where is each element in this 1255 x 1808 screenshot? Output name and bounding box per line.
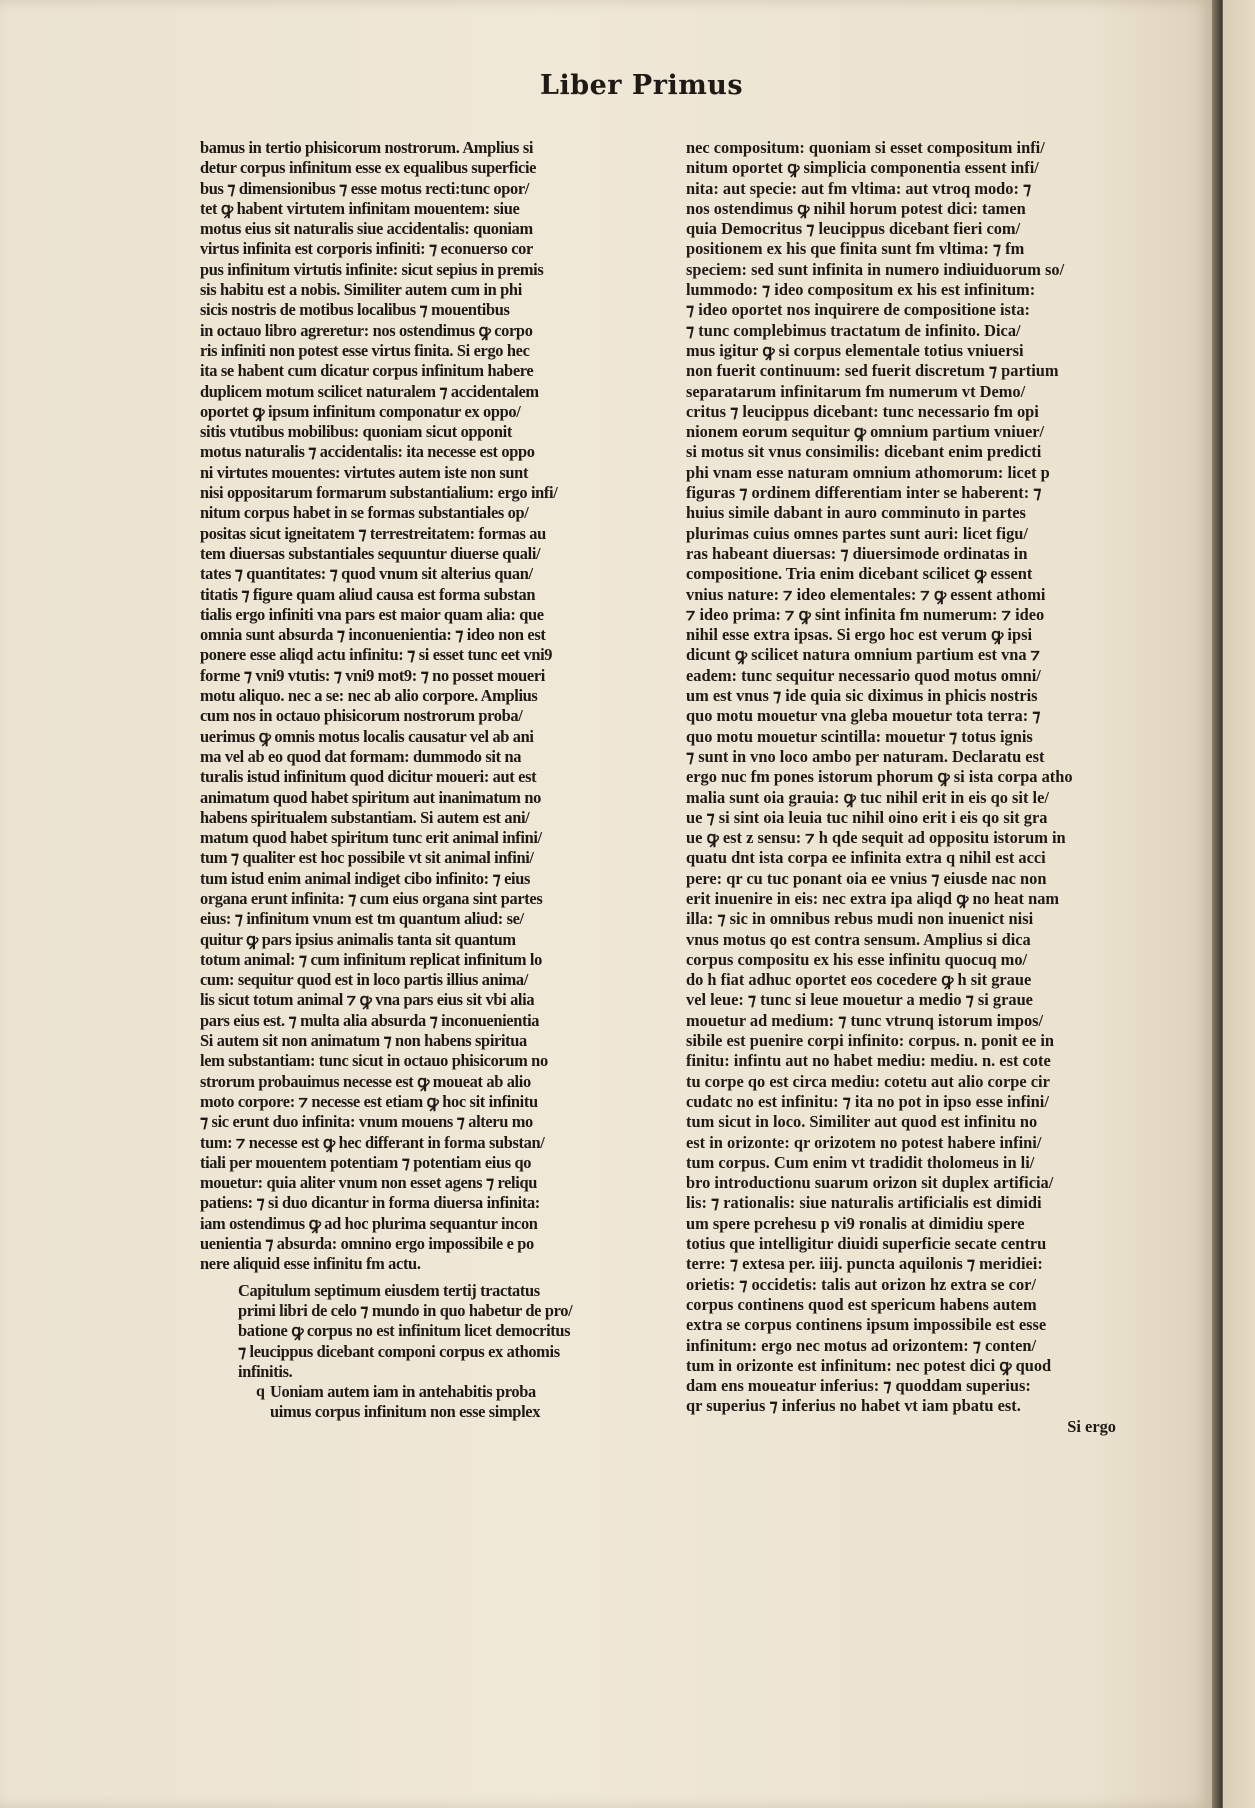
text-line: totius que intelligitur diuidi superficie secate centru bbox=[686, 1234, 1047, 1254]
text-line: lem substantiam: tunc sicut in octauo phisicorum no bbox=[200, 1051, 548, 1071]
text-line: corpus compositu ex his esse infinitu quocuq mo/ bbox=[686, 949, 1028, 969]
text-line: tem diuersas substantiales sequuntur diuerse quali/ bbox=[200, 543, 541, 563]
text-line: duplicem motum scilicet naturalem ⁊ accidentalem bbox=[200, 381, 539, 401]
text-line: positas sicut igneitatem ⁊ terrestreitatem: formas au bbox=[200, 523, 546, 543]
text-line: motu aliquo. nec a se: nec ab alio corpore. Amplius bbox=[200, 686, 538, 706]
text-line: vnius nature: ⁊ ideo elementales: ⁊ ꝙ essent athomi bbox=[686, 584, 1046, 604]
text-line: est in orizonte: qr orizotem no potest habere infini/ bbox=[686, 1132, 1042, 1152]
initial-letter: q bbox=[256, 1383, 265, 1401]
text-line: tum: ⁊ necesse est ꝙ hec differant in forma substan/ bbox=[200, 1132, 545, 1152]
text-line: compositione. Tria enim dicebant scilicet ꝙ essent bbox=[686, 564, 1033, 584]
text-line: um est vnus ⁊ ide quia sic diximus in phicis nostris bbox=[686, 686, 1038, 706]
text-line: corpus continens quod est spericum habens autem bbox=[686, 1294, 1037, 1314]
text-line: tum ⁊ qualiter est hoc possibile vt sit animal infini/ bbox=[200, 848, 534, 868]
text-line: ue ⁊ si sint oia leuia tuc nihil oino erit i eis qo sit gra bbox=[686, 807, 1048, 827]
text-line: moto corpore: ⁊ necesse est etiam ꝙ hoc sit infinitu bbox=[200, 1091, 538, 1111]
text-line: speciem: sed sunt infinita in numero indiuiduorum so/ bbox=[686, 259, 1065, 279]
text-line: ⁊ tunc complebimus tractatum de infinito. Dica/ bbox=[686, 320, 1021, 340]
text-line: Uoniam autem iam in antehabitis proba bbox=[270, 1382, 536, 1402]
text-line: strorum probauimus necesse est ꝙ moueat ab alio bbox=[200, 1071, 531, 1091]
text-line: animatum quod habet spiritum aut inanimatum no bbox=[200, 787, 541, 807]
text-line: lummodo: ⁊ ideo compositum ex his est infinitum: bbox=[686, 280, 1036, 300]
text-line: forme ⁊ vni9 vtutis: ⁊ vni9 mot9: ⁊ no posset moueri bbox=[200, 665, 545, 685]
text-line: eadem: tunc sequitur necessario quod motus omni/ bbox=[686, 665, 1041, 685]
heading-line: batione ꝙ corpus no est infinitum licet democritus bbox=[238, 1321, 571, 1341]
text-line: nitum oportet ꝙ simplicia componentia essent infi/ bbox=[686, 158, 1039, 178]
text-line: qr superius ⁊ inferius no habet vt iam pbatu est. bbox=[686, 1396, 1021, 1416]
text-line: dicunt ꝙ scilicet natura omnium partium est vna ⁊ bbox=[686, 645, 1041, 665]
text-line: pere: qr cu tuc ponant oia ee vnius ⁊ eiusde nac non bbox=[686, 868, 1047, 888]
text-line: nisi oppositarum formarum substantialium: ergo infi/ bbox=[200, 483, 558, 503]
text-line: infinitum: ergo nec motus ad orizontem: ⁊ conten/ bbox=[686, 1335, 1037, 1355]
book-gutter bbox=[1212, 0, 1222, 1808]
text-line: organa erunt infinita: ⁊ cum eius organa sint partes bbox=[200, 888, 543, 908]
text-line: sis habitu est a nobis. Similiter autem cum in phi bbox=[200, 280, 522, 300]
text-line: quo motu mouetur vna gleba mouetur tota terra: ⁊ bbox=[686, 706, 1041, 726]
text-line: non fuerit continuum: sed fuerit discretum ⁊ partium bbox=[686, 361, 1059, 381]
text-line: tet ꝙ habent virtutem infinitam mouentem: siue bbox=[200, 198, 520, 218]
text-line: positionem ex his que finita sunt fm vltima: ⁊ fm bbox=[686, 239, 1025, 259]
text-line: eius: ⁊ infinitum vnum est tm quantum aliud: se/ bbox=[200, 909, 524, 929]
catchword: Si ergo bbox=[1067, 1416, 1116, 1436]
text-line: ris infiniti non potest esse virtus finita. Si ergo hec bbox=[200, 340, 530, 360]
text-line: sitis vtutibus mobilibus: quoniam sicut opponit bbox=[200, 422, 512, 442]
text-line: nere aliquid esse infinitu fm actu. bbox=[200, 1254, 421, 1274]
text-line: titatis ⁊ figure quam aliud causa est forma substan bbox=[200, 584, 536, 604]
text-line: quatu dnt ista corpa ee infinita extra q nihil est acci bbox=[686, 848, 1046, 868]
text-line: patiens: ⁊ si duo dicantur in forma diuersa infinita: bbox=[200, 1193, 540, 1213]
text-line: nitum corpus habet in se formas substantiales op/ bbox=[200, 503, 529, 523]
text-line: in octauo libro agreretur: nos ostendimus ꝙ corpo bbox=[200, 320, 533, 340]
text-line: quia Democritus ⁊ leucippus dicebant fieri com/ bbox=[686, 219, 1021, 239]
text-line: erit inuenire in eis: nec extra ipa aliqd ꝙ no heat nam bbox=[686, 888, 1060, 908]
left-body-text bbox=[200, 138, 645, 1275]
text-line: si motus sit vnus consimilis: dicebant enim predicti bbox=[686, 442, 1042, 462]
text-line: detur corpus infinitum esse ex equalibus superficie bbox=[200, 158, 537, 178]
text-line: lis: ⁊ rationalis: siue naturalis artificialis est dimidi bbox=[686, 1193, 1042, 1213]
text-line: lis sicut totum animal ⁊ ꝙ vna pars eius sit vbi alia bbox=[200, 990, 535, 1010]
right-text-column bbox=[686, 138, 1126, 1437]
right-body-text bbox=[686, 138, 1126, 1417]
text-line: tiali per mouentem potentiam ⁊ potentiam eius qo bbox=[200, 1152, 532, 1172]
text-line: ras habeant diuersas: ⁊ diuersimode ordinatas in bbox=[686, 543, 1028, 563]
text-line: ma vel ab eo quod dat formam: dummodo sit na bbox=[200, 746, 522, 766]
text-line: uimus corpus infinitum non esse simplex bbox=[270, 1402, 541, 1422]
text-line: turalis istud infinitum quod dicitur moueri: aut est bbox=[200, 767, 537, 787]
text-line: extra se corpus continens ipsum impossibile est esse bbox=[686, 1315, 1047, 1335]
text-line: matum quod habet spiritum tunc erit animal infini/ bbox=[200, 828, 542, 848]
text-line: quo motu mouetur scintilla: mouetur ⁊ totus ignis bbox=[686, 726, 1033, 746]
text-line: habens spiritualem substantiam. Si autem est ani/ bbox=[200, 807, 530, 827]
text-line: nita: aut specie: aut fm vltima: aut vtroq modo: ⁊ bbox=[686, 178, 1032, 198]
left-text-column bbox=[200, 138, 645, 1423]
text-line: cum nos in octauo phisicorum nostrorum proba/ bbox=[200, 706, 523, 726]
text-line: quitur ꝙ pars ipsius animalis tanta sit quantum bbox=[200, 929, 516, 949]
text-line: nihil esse extra ipsas. Si ergo hoc est verum ꝙ ipsi bbox=[686, 625, 1033, 645]
chapter-opening-text bbox=[270, 1382, 645, 1423]
text-line: mouetur ad medium: ⁊ tunc vtrunq istorum impos/ bbox=[686, 1010, 1044, 1030]
text-line: bro introductionu suarum orizon sit duplex artificia/ bbox=[686, 1173, 1054, 1193]
text-line: terre: ⁊ extesa per. iiij. puncta aquilonis ⁊ meridiei: bbox=[686, 1254, 1043, 1274]
text-line: mus igitur ꝙ si corpus elementale totius vniuersi bbox=[686, 340, 1024, 360]
text-line: totum animal: ⁊ cum infinitum replicat infinitum lo bbox=[200, 949, 542, 969]
text-line: mouetur: quia aliter vnum non esset agens ⁊ reliqu bbox=[200, 1173, 537, 1193]
text-line: phi vnam esse naturam omnium athomorum: licet p bbox=[686, 462, 1050, 482]
chapter-opening bbox=[200, 1382, 645, 1423]
text-line: virtus infinita est corporis infiniti: ⁊ econuerso cor bbox=[200, 239, 533, 259]
text-line: motus naturalis ⁊ accidentalis: ita necesse est oppo bbox=[200, 442, 535, 462]
text-line: oportet ꝙ ipsum infinitum componatur ex oppo/ bbox=[200, 401, 521, 421]
text-line: ponere esse aliqd actu infinitu: ⁊ si esset tunc eet vni9 bbox=[200, 645, 553, 665]
text-line: sicis nostris de motibus localibus ⁊ mouentibus bbox=[200, 300, 510, 320]
text-line: nos ostendimus ꝙ nihil horum potest dici: tamen bbox=[686, 198, 1026, 218]
text-line: huius simile dabant in auro comminuto in partes bbox=[686, 503, 1026, 523]
text-line: bamus in tertio phisicorum nostrorum. Amplius si bbox=[200, 138, 534, 157]
text-line: ergo nuc fm pones istorum phorum ꝙ si ista corpa atho bbox=[686, 767, 1073, 787]
running-header: Liber Primus bbox=[540, 70, 744, 101]
text-line: pus infinitum virtutis infinite: sicut sepius in premis bbox=[200, 259, 544, 279]
text-line: tu corpe qo est circa mediu: cotetu aut alio corpe cir bbox=[686, 1071, 1050, 1091]
text-line: um spere pcrehesu p vi9 ronalis at dimidiu spere bbox=[686, 1213, 1025, 1233]
text-line: do h fiat adhuc oportet eos cocedere ꝙ h sit graue bbox=[686, 970, 1032, 990]
text-line: ⁊ sunt in vno loco ambo per naturam. Declaratu est bbox=[686, 746, 1045, 766]
text-line: omnia sunt absurda ⁊ inconuenientia: ⁊ ideo non est bbox=[200, 625, 546, 645]
text-line: nec compositum: quoniam si esset compositum infi/ bbox=[686, 138, 1045, 157]
text-line: sibile est puenire corpi infinito: corpus. n. ponit ee in bbox=[686, 1031, 1055, 1051]
text-line: cum: sequitur quod est in loco partis illius anima/ bbox=[200, 970, 528, 990]
text-line: illa: ⁊ sic in omnibus rebus mudi non inuenict nisi bbox=[686, 909, 1034, 929]
chapter-heading bbox=[200, 1281, 645, 1382]
text-line: uenientia ⁊ absurda: omnino ergo impossibile e po bbox=[200, 1234, 534, 1254]
text-line: ⁊ sic erunt duo infinita: vnum mouens ⁊ alteru mo bbox=[200, 1112, 533, 1132]
text-line: vel leue: ⁊ tunc si leue mouetur a medio ⁊ si graue bbox=[686, 990, 1033, 1010]
heading-line: primi libri de celo ⁊ mundo in quo habetur de pro/ bbox=[238, 1300, 573, 1320]
text-line: tum istud enim animal indiget cibo infinito: ⁊ eius bbox=[200, 868, 530, 888]
text-line: motus eius sit naturalis siue accidentalis: quoniam bbox=[200, 219, 533, 239]
text-line: tum corpus. Cum enim vt tradidit tholomeus in li/ bbox=[686, 1152, 1035, 1172]
text-line: ⁊ ideo oportet nos inquirere de compositione ista: bbox=[686, 300, 1030, 320]
text-line: malia sunt oia grauia: ꝙ tuc nihil erit in eis qo sit le/ bbox=[686, 787, 1049, 807]
text-line: orietis: ⁊ occidetis: talis aut orizon hz extra se cor/ bbox=[686, 1274, 1036, 1294]
text-line: bus ⁊ dimensionibus ⁊ esse motus recti:tunc opor/ bbox=[200, 178, 529, 198]
text-line: pars eius est. ⁊ multa alia absurda ⁊ inconuenientia bbox=[200, 1010, 540, 1030]
text-line: Si autem sit non animatum ⁊ non habens spiritua bbox=[200, 1031, 527, 1051]
heading-line: Capitulum septimum eiusdem tertij tractatus bbox=[238, 1280, 540, 1300]
text-line: critus ⁊ leucippus dicebant: tunc necessario fm opi bbox=[686, 401, 1039, 421]
text-line: iam ostendimus ꝙ ad hoc plurima sequantur incon bbox=[200, 1213, 538, 1233]
text-line: ita se habent cum dicatur corpus infinitum habere bbox=[200, 361, 534, 381]
text-line: tum in orizonte est infinitum: nec potest dici ꝙ quod bbox=[686, 1355, 1052, 1375]
text-line: separatarum infinitarum fm numerum vt Demo/ bbox=[686, 381, 1026, 401]
text-line: cudatc no est infinitu: ⁊ ita no pot in ipso esse infini/ bbox=[686, 1091, 1049, 1111]
heading-line: infinitis. bbox=[238, 1361, 293, 1381]
text-line: vnus motus qo est contra sensum. Amplius si dica bbox=[686, 929, 1031, 949]
text-line: tates ⁊ quantitates: ⁊ quod vnum sit alterius quan/ bbox=[200, 564, 533, 584]
text-line: ni virtutes mouentes: virtutes autem iste non sunt bbox=[200, 462, 529, 482]
text-line: tum sicut in loco. Similiter aut quod est infinitu no bbox=[686, 1112, 1038, 1132]
text-line: dam ens moueatur inferius: ⁊ quoddam superius: bbox=[686, 1376, 1031, 1396]
text-line: tialis ergo infiniti vna pars est maior quam alia: que bbox=[200, 604, 544, 624]
text-line: plurimas cuius omnes partes sunt auri: licet figu/ bbox=[686, 523, 1028, 543]
text-line: nionem eorum sequitur ꝙ omnium partium vniuer/ bbox=[686, 422, 1045, 442]
facing-page-edge bbox=[1222, 0, 1255, 1808]
heading-line: ⁊ leucippus dicebant componi corpus ex athomis bbox=[238, 1341, 560, 1361]
text-line: ue ꝙ est z sensu: ⁊ h qde sequit ad oppositu istorum in bbox=[686, 828, 1066, 848]
text-line: finitu: infintu aut no habet mediu: mediu. n. est cote bbox=[686, 1051, 1051, 1071]
text-line: ⁊ ideo prima: ⁊ ꝙ sint infinita fm numerum: ⁊ ideo bbox=[686, 604, 1045, 624]
text-line: uerimus ꝙ omnis motus localis causatur vel ab ani bbox=[200, 726, 534, 746]
text-line: figuras ⁊ ordinem differentiam inter se haberent: ⁊ bbox=[686, 483, 1042, 503]
